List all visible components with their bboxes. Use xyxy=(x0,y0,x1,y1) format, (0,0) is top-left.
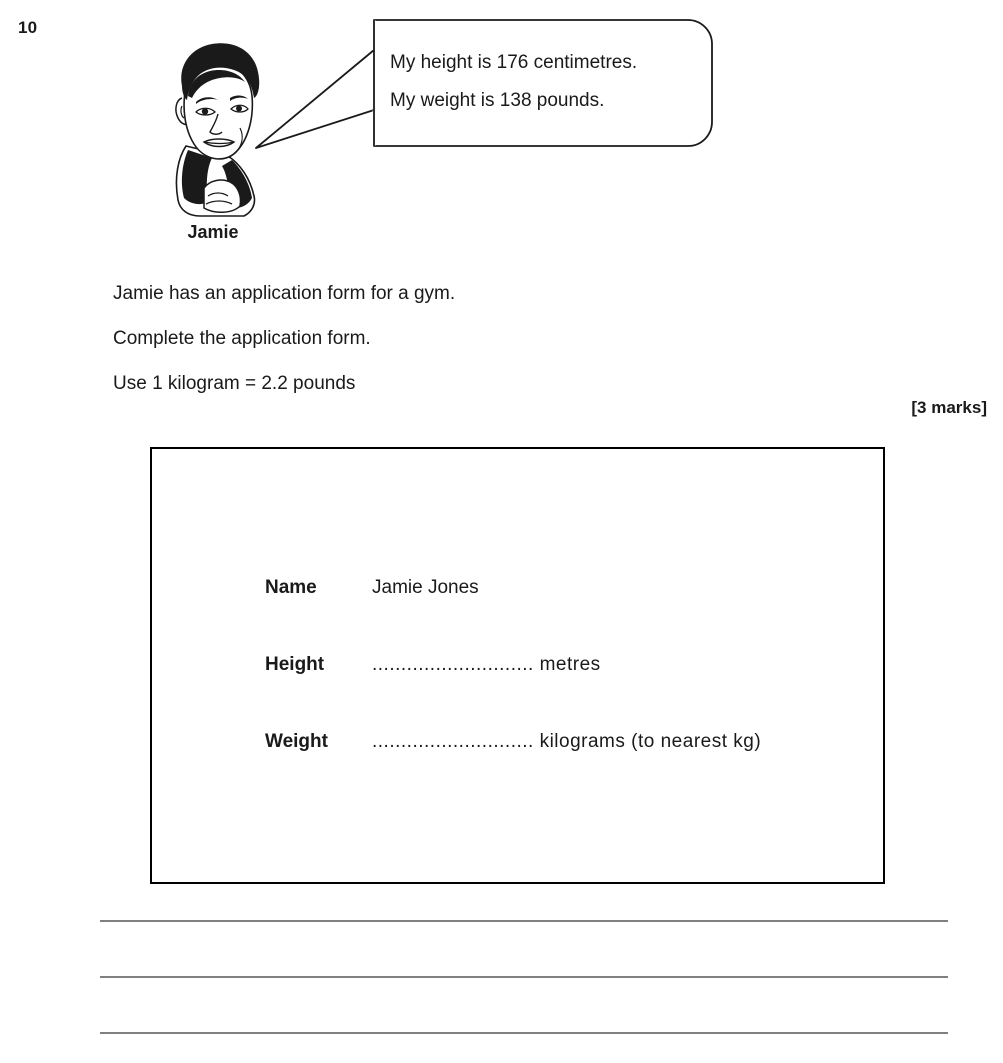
question-body-text xyxy=(113,283,873,395)
form-row-height xyxy=(265,654,865,731)
form-label-weight: Weight xyxy=(265,731,328,752)
question-number: 10 xyxy=(18,18,38,37)
form-answer-height[interactable]: ............................ metres xyxy=(372,654,601,675)
body-line-conversion: Use 1 kilogram = 2.2 pounds xyxy=(113,373,356,394)
answer-line[interactable] xyxy=(100,976,948,978)
speech-line-height: My height is 176 centimetres. xyxy=(390,52,638,73)
form-value-name: Jamie Jones xyxy=(372,577,479,598)
character-name-caption: Jamie xyxy=(187,222,239,242)
application-form-rows xyxy=(265,577,865,808)
answer-line[interactable] xyxy=(100,1032,948,1034)
speech-line-weight: My weight is 138 pounds. xyxy=(390,90,605,111)
body-line-instruction: Complete the application form. xyxy=(113,328,371,349)
speech-bubble xyxy=(248,14,718,174)
marks-label: [3 marks] xyxy=(911,398,987,417)
form-label-name: Name xyxy=(265,577,317,598)
answer-lines-area xyxy=(100,920,948,1034)
form-label-height: Height xyxy=(265,654,325,675)
answer-line[interactable] xyxy=(100,920,948,922)
form-row-weight xyxy=(265,731,865,808)
speech-bubble-text xyxy=(390,44,700,120)
form-row-name xyxy=(265,577,865,654)
form-answer-weight[interactable]: ............................ kilograms (to nearest kg) xyxy=(372,731,762,752)
application-form-box xyxy=(150,447,885,884)
body-line-context: Jamie has an application form for a gym. xyxy=(113,283,456,304)
